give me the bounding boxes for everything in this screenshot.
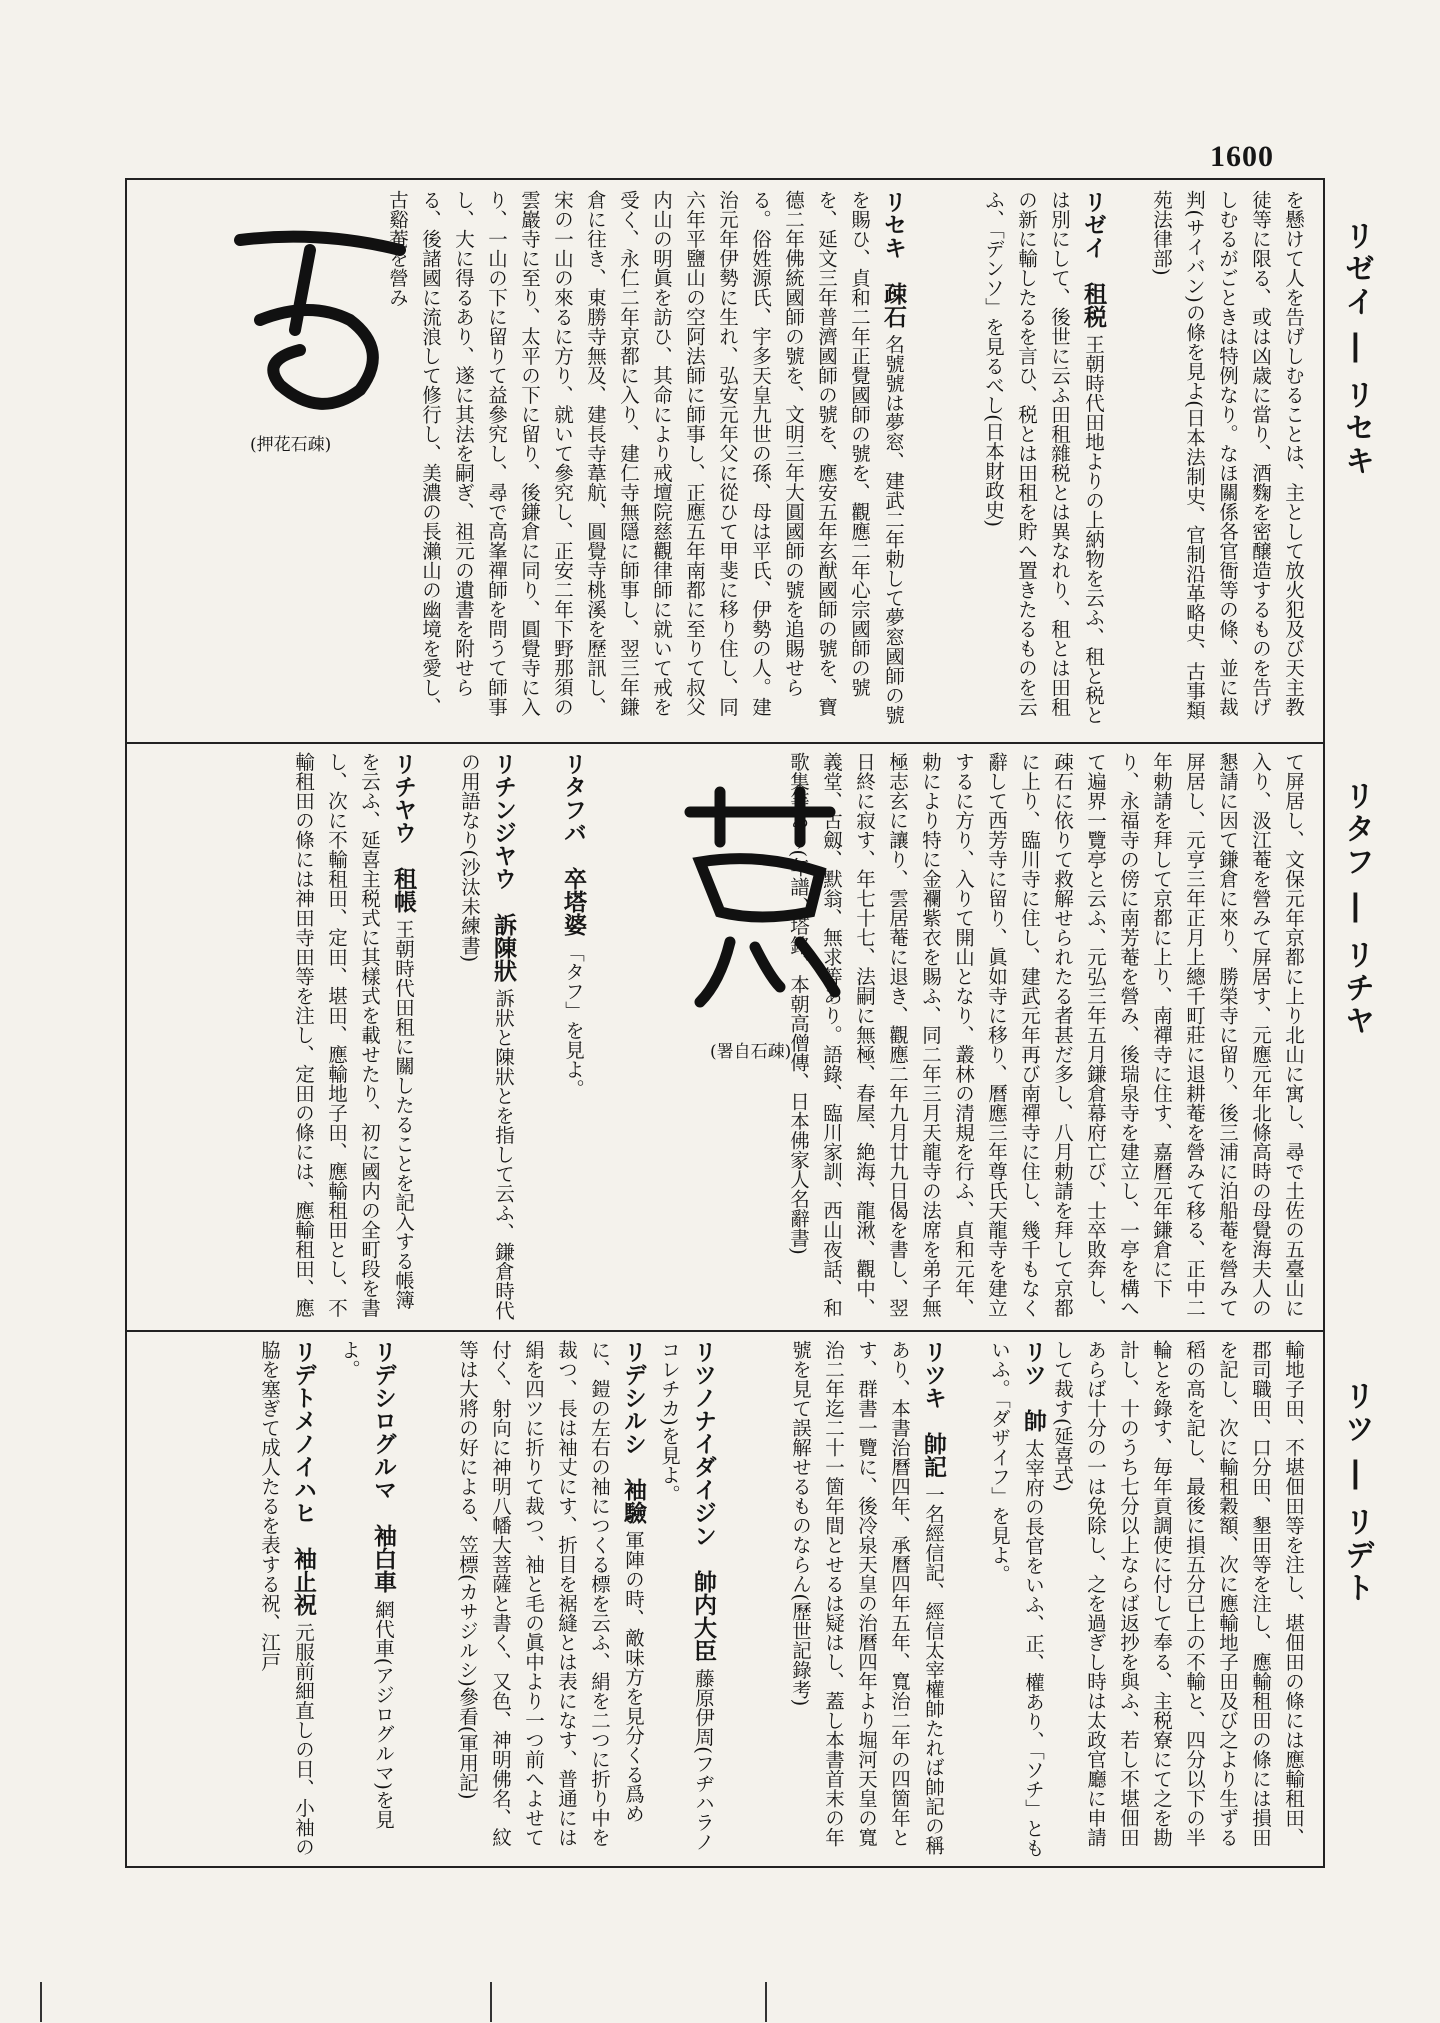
entry-ritafuba-title: リタフバ 卒塔婆 — [560, 752, 586, 936]
side-heading-bottom: リツ ― リデト — [1339, 1380, 1374, 1605]
entry-richinjou-title: リチンジヤウ 訴陳狀 — [490, 752, 516, 982]
entry-rideshirushi-body: 軍陣の時、敵味方を見分くる爲めに、鎧の左右の袖につくる標を云ふ、絹を二つに折り中を裁つ、長は袖丈にす、折目を裾縫とは表になす、普通には絹を四ツに折りて裁つ、袖と毛の眞中より一つ前へよせて付く、射向に神明八幡大菩薩と書く、又色、神明佛名、紋等は大將の好による、笠標(カサジルシ)參看(軍用記) — [456, 1340, 645, 1847]
entry-ritsunonaidaijin-title: リツノナイダイジン 帥内大臣 — [690, 1340, 716, 1662]
entry-ritsunonaidaijin-body: 藤原伊周(フヂハラノコレチカ)を見よ。 — [658, 1340, 715, 1852]
seal-caption-jisho: (署自石疎) — [710, 1042, 792, 1062]
entry-rideshirushi — [400, 1340, 650, 1860]
entry-ritsu — [950, 1340, 1050, 1860]
section-bottom — [140, 1340, 1310, 1860]
entry-rizei-body: 王朝時代田地よりの上納物を云ふ、租と税とは別にして、後世に云ふ田租雜税とは異なれり、租とは田租の新に輸したるを言ひ、税とは田租を貯へ置きたるものを云ふ、「デンソ」を見るべし(日本財政史) — [982, 190, 1105, 725]
entry-ridetomenoiwai-title: リデトメノイハヒ 袖止祝 — [290, 1340, 316, 1616]
entry-riseki-title: リセキ 疎石 — [880, 190, 906, 328]
entry-ritsunonaidaijin — [650, 1340, 720, 1860]
entry-rideshiroguruma-title: リデシログルマ 袖白車 — [370, 1340, 396, 1593]
entry-rizei — [910, 190, 1110, 735]
section-top — [140, 190, 1310, 735]
divider-middle-bottom — [125, 1330, 1325, 1332]
entry-riseki — [386, 190, 910, 735]
entry-rideshiroguruma-body: 網代車(アジログルマ)を見よ。 — [338, 1340, 395, 1829]
calligraphy-seal-jisho — [660, 772, 860, 1022]
entry-richou — [150, 752, 420, 1322]
entry-ritsuki-title: リツキ 帥記 — [920, 1340, 946, 1478]
section-middle — [140, 752, 1310, 1322]
entry-ritafuba — [520, 752, 590, 1322]
side-heading-top: リゼイ ― リセキ — [1339, 220, 1374, 478]
entry-ritafuba-body: 「タフ」を見よ。 — [562, 942, 585, 1099]
entry-rizei-title: リゼイ 租税 — [1080, 190, 1106, 328]
footer-mark-middle — [490, 1982, 492, 2022]
divider-top-middle — [125, 742, 1325, 744]
middle-right-text: て屏居し、文保元年京都に上り北山に寓し、尋で土佐の五臺山に入り、汲江菴を營みて屏居す、元應元年北條高時の母覺海夫人の懇請に因て鎌倉に來り、勝榮寺に留り、後三浦に泊船菴を營みて屏居し、元亨三年正月上總千町莊に退耕菴を營みて移る、正中二年勅請を拜して京都に上り、南禪寺に住す、嘉曆元年鎌倉に下り、永福寺の傍に南芳菴を營み、後瑞泉寺を建立し、一亭を構へて遍界一覽亭と云ふ、元弘三年五月鎌倉幕府亡び、士卒敗奔し、疎石に依りて救解せられたる者甚だ多し、八月勅請を拜して京都に上り、臨川寺に住し、建武元年再び南禪寺に住し、幾千もなく辭して西芳寺に留り、眞如寺に移り、曆應三年尊氏天龍寺を建立するに方り、入りて開山となり、叢林の清規を行ふ、貞和元年、勅により特に金襴紫衣を賜ふ、同二年三月天龍寺の法席を弟子無極志玄に讓り、雲居菴に退き、觀應二年九月廿九日偈を書し、翌日終に寂す、年七十七、法嗣に無極、春屋、絶海、龍湫、觀中、義堂、古劔、默翁、無求等あり。語錄、臨川家訓、西山夜話、和歌集等あり(年譜、塔銘、本朝高僧傳、日本佛家人名辭書) — [787, 752, 1305, 1318]
footer-mark-right — [765, 1982, 767, 2022]
top-right-text: を懸けて人を告げしむることは、主として放火犯及び天主教徒等に限る、或は凶歳に當り、酒麴を密醸造するものを告げしむるがごときは特例なり。なほ關係各官衙等の條、並に裁判(サイバン)の條を見よ(日本法制史、官制沿革略史、古事類苑法律部) — [1150, 190, 1305, 720]
entry-rideshirushi-title: リデシルシ 袖驗 — [620, 1340, 646, 1524]
entry-richinjou — [420, 752, 520, 1322]
entry-ritsuki-body: 一名經信記、經信太宰權帥たれば帥記の稱あり、本書治曆四年、承曆四年五年、寬治二年の四箇年とす、群書一覽に、後冷泉天皇の治曆四年より堀河天皇の寬治二年迄二十一箇年間とせるは疑はし、蓋し本書首末の年號を見て誤解せるものならん(歷世記錄考) — [789, 1340, 945, 1855]
entry-ritsu-title: リツ 帥 — [1020, 1340, 1046, 1432]
entry-ritsu-body: 太宰府の長官をいふ、正、權あり、「ソチ」ともいふ。「ダザイフ」を見よ。 — [988, 1340, 1045, 1858]
entry-richou-body: 王朝時代田租に關したることを記入する帳簿を云ふ、延喜主税式に其樣式を載せたり、初に國内の全町段を書し、次に不輸租田、定田、堪田、應輸地子田、應輸租田とし、不輸租田の條には神田寺田等を注し、定田の條には、應輸租田、應 — [292, 752, 415, 1318]
entry-ritsuki — [720, 1340, 950, 1860]
bottom-right-text: 輸地子田、不堪佃田等を注し、堪佃田の條には應輸租田、郡司職田、口分田、墾田等を注し、應輸租田の條には損田を記し、次に輸租穀額、次に應輸地子田及び之より生ずる稻の高を記し、最後に損五分已上の不輸と、四分以下の半輪とを錄す、毎年貢調使に付して奉る、主税寮にて之を勘計し、十のうち七分以上ならば返抄を與ふ、若し不堪佃田あらば十分の一は免除し、之を過ぎし時は太政官廳に申請して裁す(延喜式) — [1051, 1340, 1305, 1847]
entry-richou-title: リチヤウ 租帳 — [390, 752, 416, 913]
entry-rideshiroguruma — [320, 1340, 400, 1860]
entry-ridetomenoiwai — [210, 1340, 320, 1860]
entry-ridetomenoiwai-body: 元服前細直しの日、小袖の脇を塞ぎて成人たるを表する祝、江戸 — [258, 1340, 315, 1857]
page-number: 1600 — [1210, 140, 1274, 173]
side-heading-middle: リタフ ― リチヤ — [1339, 780, 1374, 1038]
seal-caption-oshi: (押花石疎) — [250, 435, 332, 455]
entry-richinjou-body: 訴狀と陳狀とを指して云ふ、鎌倉時代の用語なり(沙汰未練書) — [458, 752, 515, 1320]
entry-riseki-body: 名號號は夢窓、建武二年勅して夢窓國師の號を賜ひ、貞和二年正覺國師の號を、觀應二年心宗國師の號を、延文三年普濟國師の號を、應安五年玄猷國師の號を、寶德二年佛統國師の號を、文明三年大圓國師の號を追賜せらる。俗姓源氏、宇多天皇九世の孫、母は平氏、伊勢の人。建治元年伊勢に生れ、弘安元年父に從ひて甲斐に移り住し、同六年平鹽山の空阿法師に師事し、正應五年南都に至りて叔父内山の明眞を訪ひ、其命により戒壇院慈觀律師に就いて戒を受く、永仁二年京都に入り、建仁寺無隱に師事し、翌三年鎌倉に往き、東勝寺無及、建長寺葦航、圓覺寺桃溪を歷訊し、宋の一山の來るに方り、就いて參究し、正安二年下野那須の雲巖寺に至り、太平の下に留り、後鎌倉に同り、圓覺寺に入り、一山の下に留りて益參究し、尋で高峯禪師を問うて師事し、大に得るあり、遂に其法を嗣ぎ、祖元の遺書を附せらる、後諸國に流浪して修行し、美濃の長瀨山の幽境を愛し、古谿菴を營み — [386, 190, 905, 725]
calligraphy-seal-oshi — [200, 210, 430, 430]
footer-mark-left — [40, 1982, 42, 2022]
